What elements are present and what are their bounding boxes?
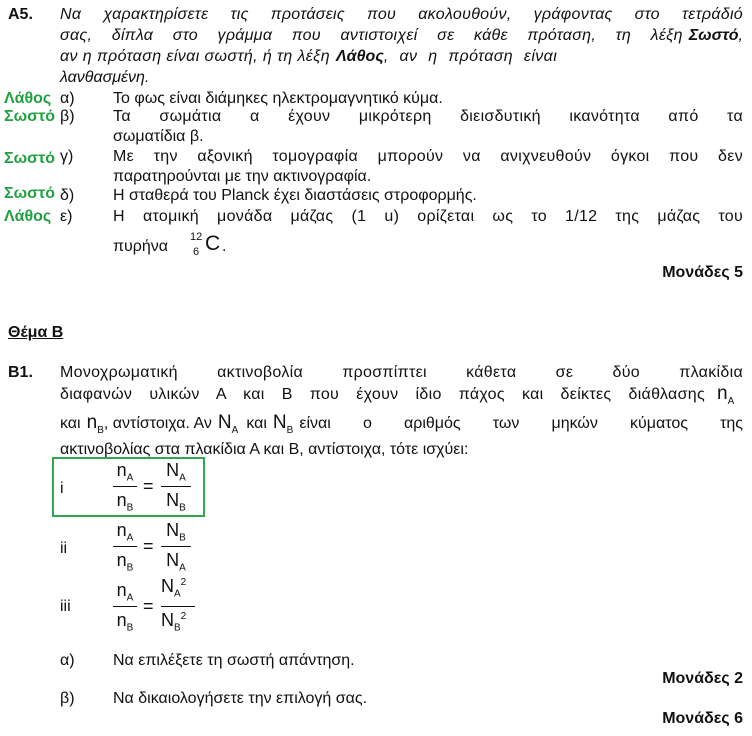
fraction-lhs	[113, 580, 137, 636]
points-b1-a: Μονάδες 2	[662, 670, 743, 687]
subq-letter: β)	[60, 690, 75, 707]
option-label: iii	[60, 598, 71, 615]
item-letter: β)	[60, 108, 75, 125]
equals-sign: =	[143, 536, 154, 556]
a5-instruction-line-4: λανθασμένη.	[60, 69, 150, 86]
fraction-bar	[161, 486, 191, 487]
item-text: Η σταθερά του Planck έχει διαστάσεις στροφορμής.	[113, 187, 477, 204]
answer-mark: Λάθος	[4, 90, 52, 107]
fraction-bar	[113, 546, 137, 547]
item-text: Τα σωμάτια α έχουν μικρότερη διεισδυτική ικανότητα από τα	[113, 108, 743, 125]
denominator	[161, 490, 191, 514]
fraction-rhs	[161, 576, 201, 636]
word-correct: Σωστό	[688, 27, 739, 44]
answer-mark: Σωστό	[4, 185, 55, 202]
mass-number: 12	[190, 231, 203, 243]
subscript: A	[174, 588, 181, 600]
N-letter: N	[217, 412, 232, 433]
symbol-NA	[218, 412, 238, 436]
n-letter: n	[717, 383, 728, 404]
symbol-n	[717, 383, 734, 407]
item-text: Με την αξονική τομογραφία μπορούν να ανιχνευθούν όγκοι που δεν	[113, 148, 743, 165]
symbol-NB	[273, 412, 293, 436]
fraction-lhs	[113, 520, 137, 576]
fraction-bar	[113, 606, 137, 607]
item-text: Η ατομική μονάδα μάζας (1 u) ορίζεται ως το 1/12 της μάζας του	[113, 208, 743, 225]
N-letter: N	[166, 490, 180, 510]
n-letter: n	[116, 580, 127, 600]
word-and: και	[246, 415, 267, 432]
item-text-cont: παρατηρούνται με την ακτινογραφία.	[113, 168, 372, 185]
numerator	[113, 520, 137, 544]
a5-instruction-line-3-end: , αν η πρόταση είναι	[383, 48, 558, 65]
subscript: B	[174, 622, 181, 634]
subscript: A	[179, 472, 186, 484]
item-letter: δ)	[60, 187, 75, 204]
subscript-a: A	[727, 395, 735, 407]
denominator	[161, 610, 201, 634]
carbon-symbol: C	[205, 232, 221, 255]
subscript-a: A	[231, 424, 239, 436]
exponent: 2	[180, 611, 187, 622]
atomic-number: 6	[193, 246, 200, 258]
word-wrong: Λάθος	[336, 48, 384, 65]
fraction-bar	[161, 546, 191, 547]
subscript-b: B	[286, 424, 294, 436]
subscript: B	[126, 502, 134, 514]
subscript-b: B	[97, 424, 104, 436]
a5-instruction-line-3-text: αν η πρόταση είναι σωστή, ή τη λέξη	[60, 48, 330, 65]
b1-line-3-end: είναι ο αριθμός των μηκών κύματος της	[299, 415, 743, 432]
b1-line-3-mid: , αντίστοιχα. Αν	[103, 415, 212, 432]
answer-mark: Σωστό	[4, 108, 55, 125]
subscript: B	[126, 622, 134, 634]
answer-mark: Σωστό	[4, 150, 55, 167]
n-letter: n	[116, 610, 127, 630]
b1-line-4: ακτινοβολίας στα πλακίδια Α και Β, αντίστοιχα, τότε ισχύει:	[60, 441, 469, 458]
subq-text: Να επιλέξετε τη σωστή απάντηση.	[113, 652, 355, 669]
denominator	[161, 550, 191, 574]
subscript: A	[126, 472, 134, 484]
b1-line-2: διαφανών υλικών Α και Β που έχουν ίδιο πάχος και δείκτες διάθλασης	[60, 386, 705, 403]
subq-letter: α)	[60, 652, 75, 669]
a5-instruction-line-2-text: σας, δίπλα στο γράμμα που αντιστοιχεί σε κάθε πρόταση, τη λέξη	[60, 27, 683, 44]
equals-sign: =	[143, 476, 154, 496]
denominator	[113, 550, 137, 574]
N-letter: N	[166, 520, 180, 540]
fraction-rhs	[161, 460, 191, 516]
a5-instruction-line-2	[60, 27, 743, 45]
period: .	[222, 238, 227, 255]
fraction-bar	[161, 606, 195, 607]
a5-instruction-line-1: Να χαρακτηρίσετε τις προτάσεις που ακολουθούν, γράφοντας στο τετράδιό	[60, 6, 743, 23]
option-label: ii	[60, 540, 68, 557]
n-letter: n	[116, 490, 127, 510]
b1-line-3	[60, 412, 743, 436]
numerator	[113, 460, 137, 484]
subscript: B	[179, 502, 186, 514]
subq-text: Να δικαιολογήσετε την επιλογή σας.	[113, 690, 368, 707]
option-label: i	[60, 480, 64, 497]
numerator	[113, 580, 137, 604]
denominator	[113, 490, 137, 514]
question-label-b1: B1.	[8, 364, 33, 381]
subscript: A	[126, 592, 134, 604]
equals-sign: =	[143, 596, 154, 616]
numerator	[161, 576, 201, 600]
n-letter: n	[116, 550, 127, 570]
item-text-cont: σωματίδια β.	[113, 128, 204, 145]
numerator	[161, 460, 191, 484]
section-title: Θέμα Β	[8, 324, 64, 341]
question-label-a5: A5.	[8, 6, 33, 23]
numerator	[161, 520, 191, 544]
n-letter: n	[116, 520, 127, 540]
fraction-bar	[113, 486, 137, 487]
N-letter: N	[166, 550, 180, 570]
fraction-rhs	[161, 520, 191, 576]
item-letter: α)	[60, 90, 75, 107]
item-letter: γ)	[60, 148, 74, 165]
answer-mark: Λάθος	[4, 208, 52, 225]
subscript: A	[179, 562, 186, 574]
n-letter: n	[116, 460, 127, 480]
subscript: B	[179, 532, 186, 544]
symbol-nb	[87, 412, 104, 436]
item-letter: ε)	[60, 208, 73, 225]
points-a5: Μονάδες 5	[662, 264, 743, 281]
item-text-cont: πυρήνα	[113, 238, 169, 255]
item-text: Το φως είναι διάμηκες ηλεκτρομαγνητικό κύμα.	[113, 90, 443, 107]
n-letter: n	[86, 412, 98, 433]
points-b1-b: Μονάδες 6	[662, 710, 743, 727]
N-letter: N	[272, 412, 287, 433]
denominator	[113, 610, 137, 634]
a5-instruction-line-3	[60, 48, 743, 66]
N-letter: N	[166, 460, 180, 480]
N-letter: N	[161, 610, 174, 630]
subscript: B	[126, 562, 134, 574]
b1-line-1: Μονοχρωματική ακτινοβολία προσπίπτει κάθετα σε δύο πλακίδια	[60, 364, 743, 381]
comma: ,	[738, 27, 743, 44]
fraction-lhs	[113, 460, 137, 516]
subscript: A	[126, 532, 134, 544]
exponent: 2	[180, 577, 187, 588]
word-and: και	[60, 415, 81, 432]
N-letter: N	[161, 576, 174, 596]
